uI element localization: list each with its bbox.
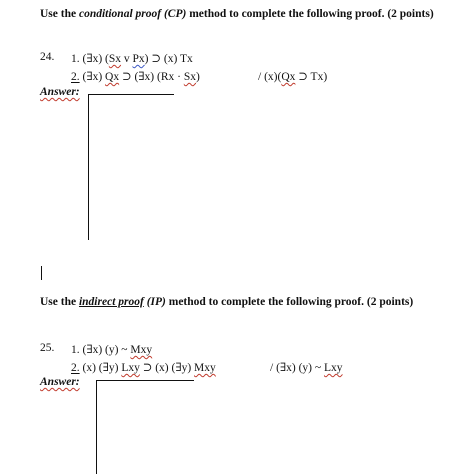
q25-premise-1-number: 1. bbox=[71, 344, 83, 356]
q25-method-abbrev: (IP) bbox=[143, 296, 166, 308]
q25-number: 25. bbox=[40, 342, 55, 354]
q25-conclusion bbox=[270, 360, 343, 374]
q25-instruction-suffix: method to complete the following proof. (2 points) bbox=[165, 296, 414, 308]
q24-answer-box-top bbox=[88, 94, 174, 95]
q24-premise-2 bbox=[71, 69, 200, 83]
q25-premise-2-number: 2. bbox=[71, 362, 80, 374]
q24-instruction-suffix: method to complete the following proof. (2 points) bbox=[186, 8, 434, 20]
q25-conclusion-part-a: / (∃x) (y) ~ bbox=[270, 362, 324, 374]
q25-instruction-prefix: Use the bbox=[40, 296, 79, 308]
q25-premise-2 bbox=[71, 360, 216, 374]
q24-premise-1-part-a: (∃x) ( bbox=[82, 53, 109, 65]
q25-premise-1 bbox=[71, 342, 152, 356]
q24-conclusion-qx: Qx bbox=[281, 71, 296, 83]
q24-premise-1-number: 1. bbox=[71, 53, 83, 65]
q24-premise-2-part-a: (∃x) bbox=[79, 71, 106, 83]
q24-conclusion-part-a: / (x)( bbox=[258, 71, 282, 83]
q25-method-name: indirect proof bbox=[78, 296, 144, 308]
q24-answer-label: Answer: bbox=[40, 86, 80, 98]
q25-premise-1-part-a: (∃x) (y) ~ bbox=[82, 344, 131, 356]
q25-answer-label: Answer: bbox=[40, 376, 80, 388]
q25-instruction bbox=[40, 296, 413, 308]
q25-premise-2-part-a: (x) (∃y) bbox=[79, 362, 122, 374]
q25-premise-2-part-c: ⊃ (x) (∃y) bbox=[139, 362, 195, 374]
q24-premise-1-sx: Sx bbox=[108, 53, 122, 65]
q24-premise-2-part-c: ⊃ (∃x) (Rx · bbox=[119, 71, 184, 83]
q25-conclusion-lxy: Lxy bbox=[323, 362, 343, 374]
q25-premise-2-lxy: Lxy bbox=[121, 362, 140, 374]
text-cursor bbox=[41, 266, 42, 280]
q24-premise-1 bbox=[71, 51, 193, 65]
q25-premise-2-mxy: Mxy bbox=[194, 362, 216, 374]
q25-answer-box-top bbox=[96, 380, 194, 381]
q25-answer-box-left[interactable] bbox=[96, 380, 97, 474]
q24-premise-2-part-e: ) bbox=[196, 71, 200, 83]
q24-instruction bbox=[40, 8, 434, 20]
q24-method-name: conditional proof bbox=[78, 8, 162, 20]
q24-premise-2-qx: Qx bbox=[105, 71, 120, 83]
q24-premise-2-number: 2. bbox=[71, 71, 80, 83]
q24-premise-2-sx: Sx bbox=[183, 71, 196, 83]
q24-conclusion-part-c: ⊃ Tx) bbox=[295, 71, 328, 83]
q24-number: 24. bbox=[40, 51, 55, 63]
q24-answer-box-left[interactable] bbox=[88, 94, 89, 240]
q24-premise-1-part-e: ) ⊃ (x) Tx bbox=[144, 53, 193, 65]
q24-instruction-prefix: Use the bbox=[40, 8, 79, 20]
q24-method-abbrev: (CP) bbox=[161, 8, 187, 20]
q24-premise-1-px: Px bbox=[132, 53, 145, 65]
q24-conclusion bbox=[258, 69, 327, 83]
q25-premise-1-mxy: Mxy bbox=[130, 344, 153, 356]
q24-premise-1-or: v bbox=[121, 53, 133, 65]
